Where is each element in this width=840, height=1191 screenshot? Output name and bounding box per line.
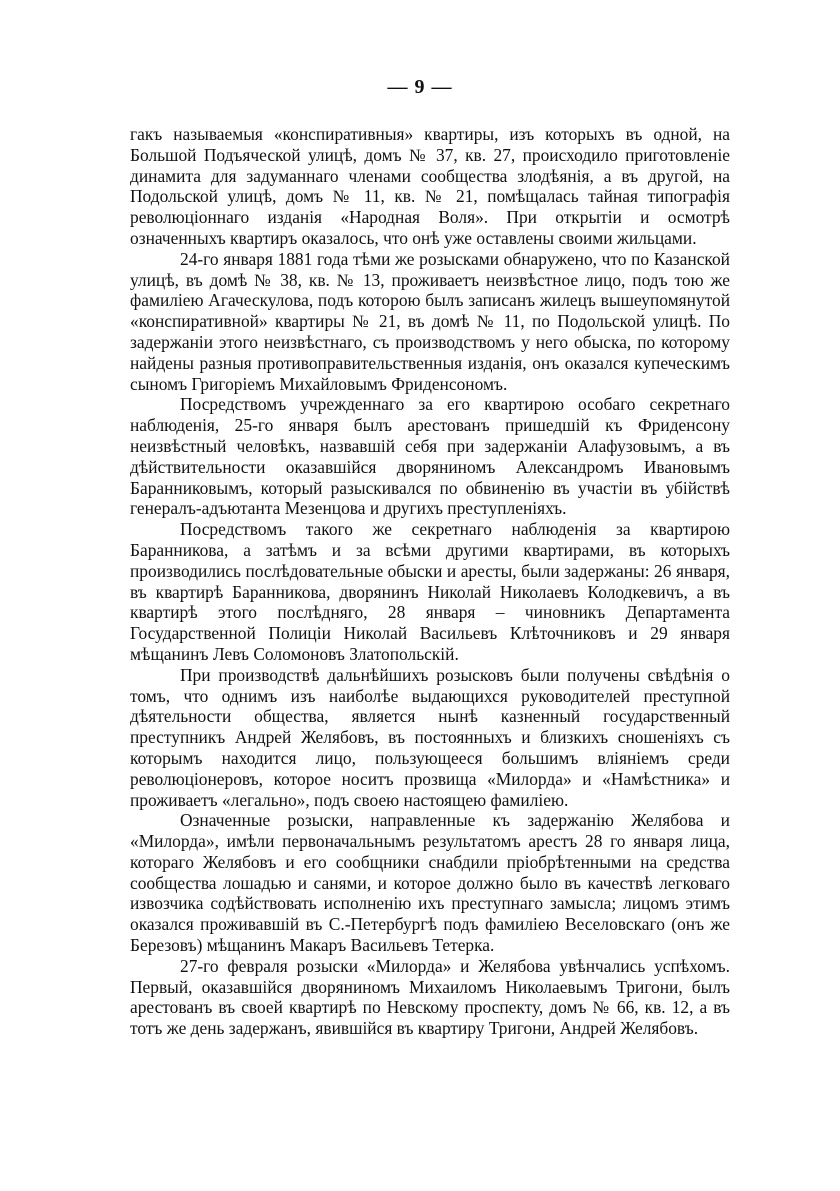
paragraph-2: 24-го января 1881 года тѣми же розысками обнаружено, что по Казанской улицѣ, въ домѣ № 38, кв. № 13, проживаетъ неизвѣстное лицо, подъ тою же фамиліею Агаческулова, подъ которою былъ записанъ жилецъ вышеупомянутой «конспиративной» квартиры № 21, въ домѣ № 11, по Подольской улицѣ. По задержаніи этого неизвѣстнаго, съ производствомъ у него обыска, по которому найдены разныя противоправительственныя изданія, онъ оказался купеческимъ сыномъ Григоріемъ Михайловымъ Фриденсономъ. [130,248,730,394]
paragraph-7: 27-го февраля розыски «Милорда» и Желябова увѣнчались успѣхомъ. Первый, оказавшійся дворяниномъ Михаиломъ Николаевымъ Тригони, былъ арестованъ въ своей квартирѣ по Невскому проспекту, домъ № 66, кв. 12, а въ тотъ же день задержанъ, явившійся въ квартиру Тригони, Андрей Желябовъ. [130,955,730,1039]
body-text [130,124,730,1039]
paragraph-6: Означенные розыски, направленные къ задержанію Желябова и «Милорда», имѣли первоначальнымъ результатомъ арестъ 28 го января лица, котораго Желябовъ и его сообщники снабдили пріобрѣтенными на средства сообщества лошадью и санями, и которое должно было въ качествѣ легковаго извозчика содѣйствовать исполненію ихъ преступнаго замысла; лицомъ этимъ оказался проживавшій въ С.-Петербургѣ подъ фамиліею Веселовскаго (онъ же Березовъ) мѣщанинъ Макаръ Васильевъ Тетерка. [130,810,730,956]
paragraph-5: При производствѣ дальнѣйшихъ розысковъ были получены свѣдѣнія о томъ, что однимъ изъ наиболѣе выдающихся руководителей преступной дѣятельности общества, является нынѣ казненный государственный преступникъ Андрей Желябовъ, въ постоянныхъ и близкихъ сношеніяхъ съ которымъ находится лицо, пользующееся большимъ вліяніемъ среди революціонеровъ, которое носитъ прозвища «Милорда» и «Намѣстника» и проживаетъ «легально», подъ своею настоящею фамиліею. [130,664,730,810]
paragraph-4: Посредствомъ такого же секретнаго наблюденія за квартирою Баранникова, а затѣмъ и за всѣми другими квартирами, въ которыхъ производились послѣдовательные обыски и аресты, были задержаны: 26 января, въ квартирѣ Баранникова, дворянинъ Николай Николаевъ Колодкевичъ, а въ квартирѣ этого послѣдняго, 28 января – чиновникъ Департамента Государственной Полиціи Николай Васильевъ Клѣточниковъ и 29 января мѣщанинъ Левъ Соломоновъ Златопольскій. [130,519,730,664]
paragraph-3: Посредствомъ учрежденнаго за его квартирою особаго секретнаго наблюденія, 25-го января былъ арестованъ пришедшій къ Фриденсону неизвѣстный человѣкъ, назвавшій себя при задержаніи Алафузовымъ, а въ дѣйствительности оказавшійся дворяниномъ Александромъ Ивановымъ Баранниковымъ, который разыскивался по обвиненію въ участіи въ убійствѣ генералъ-адъютанта Мезенцова и другихъ преступленіяхъ. [130,394,730,519]
page-number: — 9 — [387,76,453,98]
paragraph-1: гакъ называемыя «конспиративныя» квартиры, изъ которыхъ въ одной, на Большой Подъяческой улицѣ, домъ № 37, кв. 27, происходило приготовленіе динамита для задуманнаго членами сообщества злодѣянія, а въ другой, на Подольской улицѣ, домъ № 11, кв. № 21, помѣщалась тайная типографія революціоннаго изданія «Народная Воля». При открытіи и осмотрѣ означенныхъ квартиръ оказалось, что онѣ уже оставлены своими жильцами. [130,124,730,248]
